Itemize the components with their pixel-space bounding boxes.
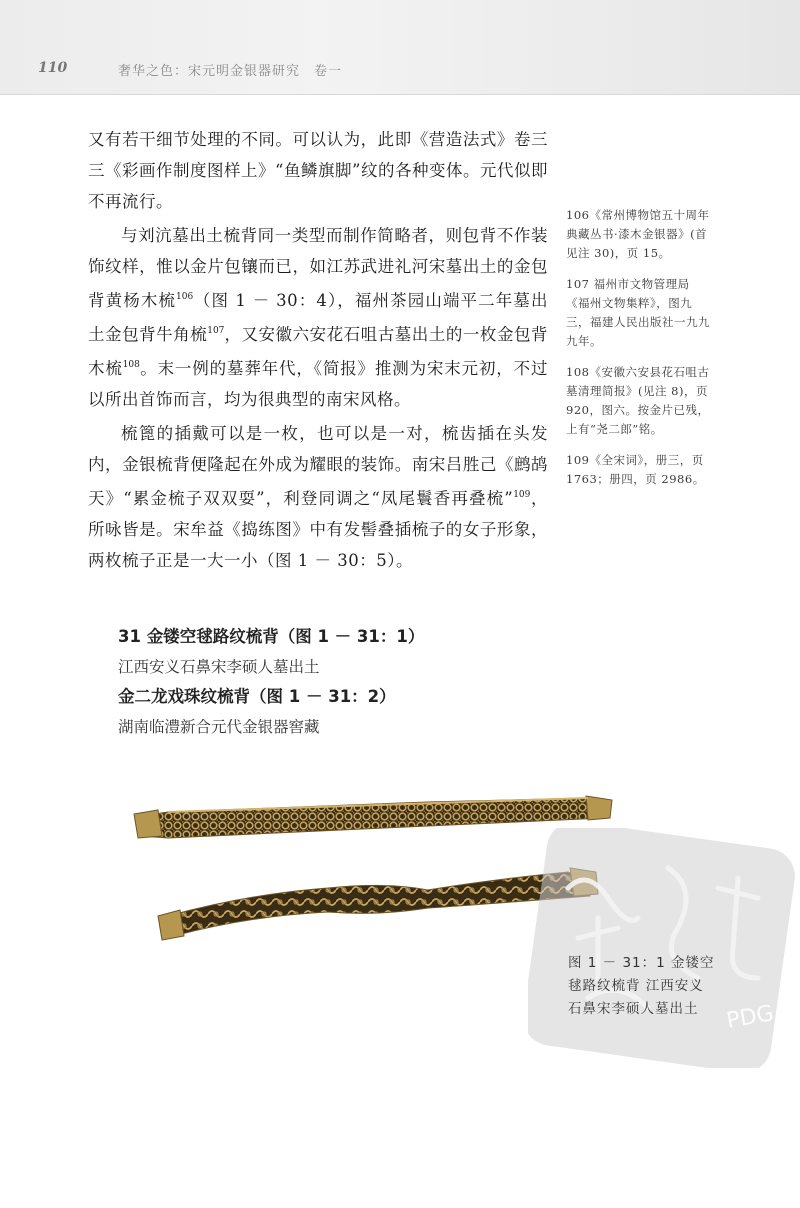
main-text	[88, 124, 548, 579]
footnote-ref-108[interactable]: 108	[122, 360, 140, 370]
entry-31-2-title: 金二龙戏珠纹梳背（图 1 － 31：2）	[118, 687, 396, 706]
paragraph-2-part-b: （图 1 － 30：4），福州茶园山端平二年墓出土金包背牛角梳	[88, 291, 548, 344]
entry-31-2-provenance: 湖南临澧新合元代金银器窖藏	[118, 718, 320, 736]
paragraph-1: 又有若干细节处理的不同。可以认为，此即《营造法式》卷三三《彩画作制度图样上》“鱼鳞旗脚”纹的各种变体。元代似即不再流行。	[88, 130, 548, 211]
running-head: 奢华之色：宋元明金银器研究 卷一	[118, 64, 343, 79]
watermark-seal	[528, 828, 798, 1068]
paragraph-2-part-a: 与刘沆墓出土梳背同一类型而制作简略者，则包背不作装饰纹样，惟以金片包镶而已，如江苏武进礼河宋墓出土的金包背黄杨木梳	[88, 226, 548, 310]
note-109: 109《全宋词》，册三，页 1763；册四，页 2986。	[566, 453, 705, 486]
watermark-text: PDG	[724, 1001, 776, 1034]
page-number: 110	[38, 60, 68, 76]
paragraph-2-part-d: 。末一例的墓葬年代，《简报》推测为宋末元初，不过以所出首饰而言，均为很典型的南宋风格。	[88, 359, 549, 409]
paragraph-2	[88, 220, 548, 415]
figure-caption: 图 1 － 31：1 金镂空毬路纹梳背 江西安义石鼻宋李硕人墓出土	[568, 955, 715, 1017]
paragraph-3-part-b: ，所咏皆是。宋牟益《捣练图》中有发髻叠插梳子的女子形象，两枚梳子正是一大一小（图 1 － 30：5）。	[88, 489, 548, 570]
note-107: 107 福州市文物管理局《福州文物集粹》，图九三，福建人民出版社一九九九年。	[566, 277, 710, 348]
margin-notes	[566, 206, 712, 501]
paragraph-3-part-a: 梳篦的插戴可以是一枚，也可以是一对，梳齿插在头发内，金银梳背便隆起在外成为耀眼的装饰。南宋吕胜己《鹧鸪天》“累金梳子双双耍”，利登同调之“凤尾鬟香再叠梳”	[88, 424, 548, 508]
catalog-entries	[118, 622, 558, 742]
footnote-ref-109[interactable]: 109	[513, 490, 531, 500]
footnote-ref-106[interactable]: 106	[176, 292, 194, 302]
entry-31-provenance: 江西安义石鼻宋李硕人墓出土	[118, 658, 320, 676]
footnote-ref-107[interactable]: 107	[207, 326, 225, 336]
header-rule	[0, 94, 800, 95]
paragraph-3	[88, 418, 548, 576]
paragraph-2-part-c: ，又安徽六安花石咀古墓出土的一枚金包背木梳	[88, 325, 548, 378]
note-106: 106《常州博物馆五十周年典藏丛书·漆木金银器》(首见注 30)，页 15。	[566, 208, 710, 260]
note-108: 108《安徽六安县花石咀古墓清理简报》(见注 8)，页 920，图六。按金片已残，上有“尧二郎”铭。	[566, 365, 710, 436]
header-band	[0, 0, 800, 95]
entry-31-title: 31 金镂空毬路纹梳背（图 1 － 31：1）	[118, 627, 425, 646]
